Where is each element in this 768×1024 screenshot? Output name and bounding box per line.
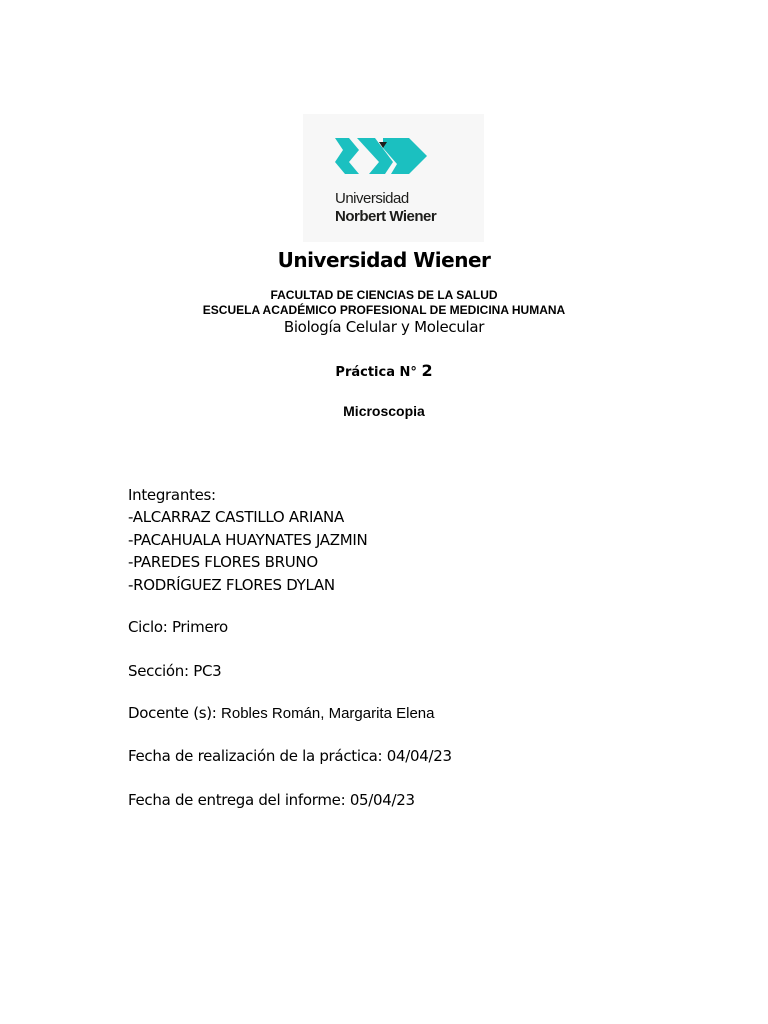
docente-line xyxy=(128,704,434,722)
practice-number: 2 xyxy=(421,361,433,380)
course-name: Biología Celular y Molecular xyxy=(283,318,485,336)
fecha-realizacion-line: Fecha de realización de la práctica: 04/04/23 xyxy=(128,747,452,765)
university-logo xyxy=(303,114,484,242)
school-line: ESCUELA ACADÉMICO PROFESIONAL DE MEDICINA HUMANA xyxy=(202,303,566,317)
logo-text-universidad: Universidad xyxy=(335,190,409,207)
ciclo-line: Ciclo: Primero xyxy=(128,618,228,636)
docente-name: Robles Román, Margarita Elena xyxy=(221,705,435,722)
members-label: Integrantes: xyxy=(128,486,216,504)
docente-label: Docente (s): xyxy=(128,704,222,722)
seccion-line: Sección: PC3 xyxy=(128,662,222,680)
member-item: -RODRÍGUEZ FLORES DYLAN xyxy=(128,576,335,594)
member-item: -PAREDES FLORES BRUNO xyxy=(128,553,318,571)
member-item: -ALCARRAZ CASTILLO ARIANA xyxy=(128,508,344,526)
practice-topic: Microscopia xyxy=(343,403,425,419)
university-title: Universidad Wiener xyxy=(277,248,491,272)
logo-text-norbert-wiener: Norbert Wiener xyxy=(335,208,437,225)
fecha-entrega-line: Fecha de entrega del informe: 05/04/23 xyxy=(128,791,415,809)
norbert-wiener-mark-icon xyxy=(335,134,429,188)
member-item: -PACAHUALA HUAYNATES JAZMIN xyxy=(128,531,368,549)
faculty-line: FACULTAD DE CIENCIAS DE LA SALUD xyxy=(270,288,498,302)
practice-heading xyxy=(0,361,768,380)
practice-label: Práctica N° xyxy=(335,365,417,380)
